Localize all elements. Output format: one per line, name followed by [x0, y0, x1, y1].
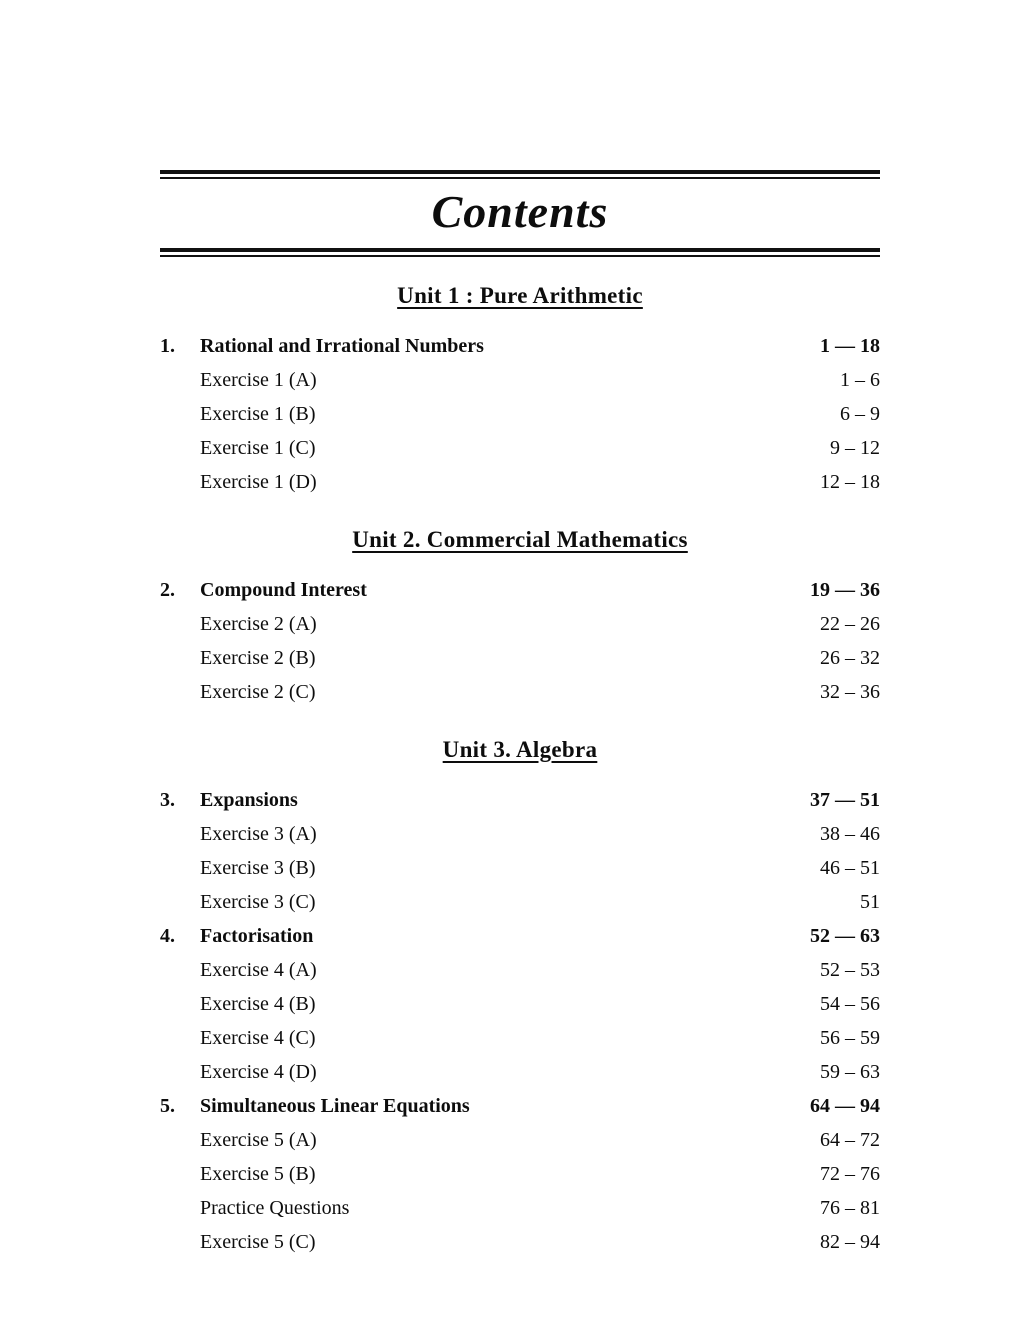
exercise-label: Exercise 3 (B): [200, 856, 316, 879]
chapter-pages: 19 — 36: [810, 578, 880, 601]
exercise-label: Exercise 5 (A): [200, 1128, 317, 1151]
chapter-row: [160, 925, 880, 947]
exercise-label: Exercise 4 (D): [200, 1060, 317, 1083]
exercise-row: [160, 959, 880, 981]
exercise-label: Exercise 4 (B): [200, 992, 316, 1015]
exercise-label: Exercise 1 (B): [200, 402, 316, 425]
exercise-pages: 32 – 36: [820, 680, 880, 703]
exercise-pages: 52 – 53: [820, 958, 880, 981]
exercise-label: Practice Questions: [200, 1196, 350, 1219]
chapter-title: Rational and Irrational Numbers: [200, 334, 484, 357]
exercise-label: Exercise 3 (A): [200, 822, 317, 845]
top-double-rule: [160, 170, 880, 179]
exercise-pages: 76 – 81: [820, 1196, 880, 1219]
exercise-pages: 22 – 26: [820, 612, 880, 635]
chapter-title: Simultaneous Linear Equations: [200, 1094, 470, 1117]
exercise-label: Exercise 4 (A): [200, 958, 317, 981]
exercise-pages: 72 – 76: [820, 1162, 880, 1185]
exercise-pages: 51: [860, 890, 880, 913]
exercise-label: Exercise 1 (D): [200, 470, 317, 493]
exercise-pages: 56 – 59: [820, 1026, 880, 1049]
chapter-pages: 52 — 63: [810, 924, 880, 947]
exercise-row: [160, 823, 880, 845]
exercise-label: Exercise 2 (C): [200, 680, 316, 703]
chapter-pages: 37 — 51: [810, 788, 880, 811]
exercise-row: [160, 681, 880, 703]
chapter-number: 2.: [160, 578, 175, 601]
unit-heading: Unit 3. Algebra: [442, 736, 598, 762]
exercise-pages: 82 – 94: [820, 1230, 880, 1253]
unit-section-2: [160, 527, 880, 703]
exercise-row: [160, 1027, 880, 1049]
chapter-number: 1.: [160, 334, 175, 357]
exercise-label: Exercise 5 (B): [200, 1162, 316, 1185]
exercise-row: [160, 891, 880, 913]
chapter-number: 5.: [160, 1094, 175, 1117]
chapter-row: [160, 789, 880, 811]
exercise-row: [160, 1061, 880, 1083]
exercise-row: [160, 647, 880, 669]
chapter-row: [160, 335, 880, 357]
exercise-row: [160, 1129, 880, 1151]
exercise-pages: 64 – 72: [820, 1128, 880, 1151]
exercise-pages: 59 – 63: [820, 1060, 880, 1083]
chapter-pages: 1 — 18: [820, 334, 880, 357]
exercise-pages: 9 – 12: [830, 436, 880, 459]
page-title: Contents: [431, 186, 609, 237]
exercise-row: [160, 1197, 880, 1219]
exercise-row: [160, 993, 880, 1015]
exercise-row: [160, 1231, 880, 1253]
exercise-label: Exercise 2 (A): [200, 612, 317, 635]
exercise-label: Exercise 5 (C): [200, 1230, 316, 1253]
exercise-row: [160, 403, 880, 425]
exercise-row: [160, 1163, 880, 1185]
exercise-pages: 12 – 18: [820, 470, 880, 493]
exercise-pages: 26 – 32: [820, 646, 880, 669]
chapter-number: 3.: [160, 788, 175, 811]
title-bottom-double-rule: [160, 248, 880, 257]
exercise-pages: 1 – 6: [840, 368, 880, 391]
exercise-row: [160, 857, 880, 879]
chapter-row: [160, 579, 880, 601]
exercise-row: [160, 471, 880, 493]
exercise-row: [160, 613, 880, 635]
chapter-title: Expansions: [200, 788, 298, 811]
chapter-title: Compound Interest: [200, 578, 367, 601]
exercise-row: [160, 437, 880, 459]
exercise-label: Exercise 1 (C): [200, 436, 316, 459]
unit-heading: Unit 1 : Pure Arithmetic: [397, 282, 643, 308]
unit-section-3: [160, 737, 880, 1253]
exercise-pages: 54 – 56: [820, 992, 880, 1015]
exercise-label: Exercise 2 (B): [200, 646, 316, 669]
chapter-pages: 64 — 94: [810, 1094, 880, 1117]
chapter-title: Factorisation: [200, 924, 314, 947]
exercise-label: Exercise 4 (C): [200, 1026, 316, 1049]
chapter-number: 4.: [160, 924, 175, 947]
unit-heading: Unit 2. Commercial Mathematics: [352, 526, 688, 552]
exercise-pages: 38 – 46: [820, 822, 880, 845]
exercise-label: Exercise 1 (A): [200, 368, 317, 391]
exercise-label: Exercise 3 (C): [200, 890, 316, 913]
chapter-row: [160, 1095, 880, 1117]
exercise-row: [160, 369, 880, 391]
exercise-pages: 6 – 9: [840, 402, 880, 425]
exercise-pages: 46 – 51: [820, 856, 880, 879]
unit-section-1: [160, 283, 880, 493]
